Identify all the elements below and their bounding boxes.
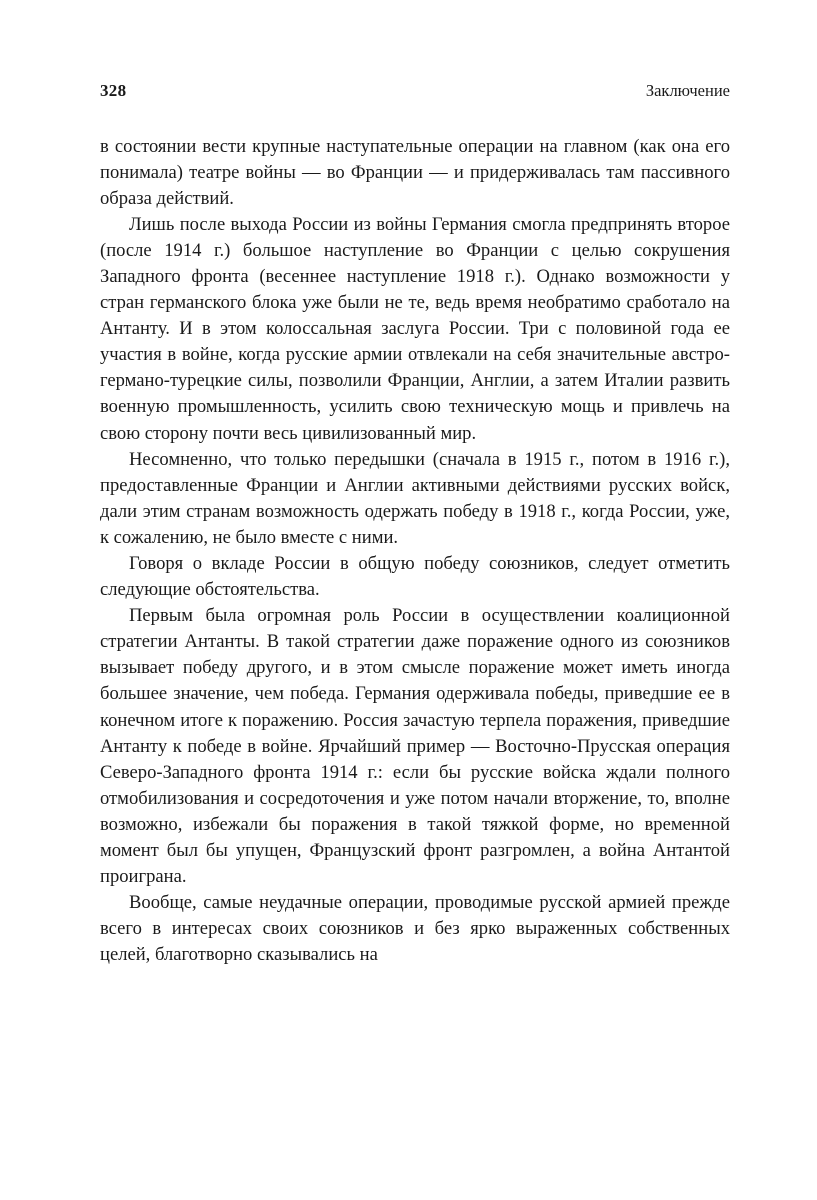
page-header (100, 82, 730, 100)
page-body (100, 134, 730, 969)
paragraph: Несомненно, что только передышки (сначала в 1915 г., потом в 1916 г.), предоставленные Франции и Англии активными действиями русских войск, дали этим странам возможность одержать победу в 1918 г., когда России, уже, к сожалению, не было вместе с ними. (100, 448, 730, 548)
paragraph: Лишь после выхода России из войны Германия смогла предпринять второе (после 1914 г.) большое наступление во Франции с целью сокрушения Западного фронта (весеннее наступление 1918 г.). Однако возможности у стран германского блока уже были не те, ведь время необратимо сработало на Антанту. И в этом колоссальная заслуга России. Три с половиной года ее участия в войне, когда русские армии отвлекали на себя значительные австро-германо-турецкие силы, позволили Франции, Англии, а затем Италии развить военную промышленность, усилить свою техническую мощь и привлечь на свою сторону почти весь цивилизованный мир. (100, 213, 730, 444)
paragraph: Первым была огромная роль России в осуществлении коалиционной стратегии Антанты. В такой стратегии даже поражение одного из союзников вызывает победу другого, и в этом смысле поражение может иметь иногда большее значение, чем победа. Германия одерживала победы, приведшие ее в конечном итоге к поражению. Россия зачастую терпела поражения, приведшие Антанту к победе в войне. Ярчайший пример — Восточно-Прусская операция Северо-Западного фронта 1914 г.: если бы русские войска ждали полного отмобилизования и сосредоточения и уже потом начали вторжение, то, вполне возможно, избежали бы поражения в такой тяжкой форме, но временной момент был бы упущен, Французский фронт разгромлен, а война Антантой проиграна. (100, 605, 730, 888)
paragraph: Говоря о вкладе России в общую победу союзников, следует отметить следующие обстоятельства. (100, 553, 730, 601)
paragraph: в состоянии вести крупные наступательные операции на главном (как она его понимала) театре войны — во Франции — и придерживалась там пассивного образа действий. (100, 135, 730, 209)
paragraph: Вообще, самые неудачные операции, проводимые русской армией прежде всего в интересах своих союзников и без ярко выраженных собственных целей, благотворно сказывались на (100, 892, 730, 966)
running-title: Заключение (645, 81, 730, 100)
page-number: 328 (100, 81, 127, 100)
